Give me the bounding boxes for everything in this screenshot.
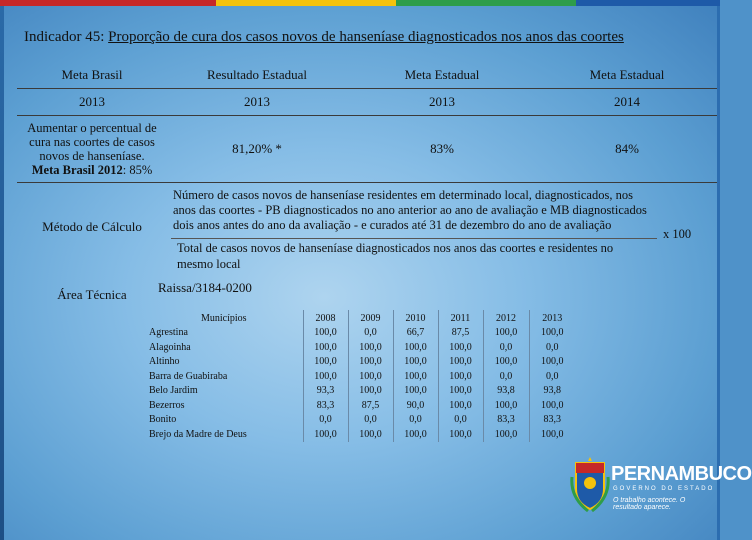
area-row: [17, 271, 717, 305]
municipio-value: 100,0: [483, 326, 529, 341]
year-cell: 2013: [17, 89, 167, 116]
logo-subtitle: GOVERNO DO ESTADO: [613, 486, 715, 492]
municipio-value: 100,0: [348, 428, 393, 443]
municipio-row: [145, 341, 575, 356]
municipio-value: 100,0: [483, 399, 529, 414]
year-cell: 2013: [167, 89, 347, 116]
municipio-value: 0,0: [483, 341, 529, 356]
municipio-value: 87,5: [348, 399, 393, 414]
area-tecnica-label: Área Técnica: [57, 287, 127, 302]
year-header: 2009: [348, 310, 393, 326]
year-row: [17, 89, 717, 116]
year-header: 2013: [529, 310, 575, 326]
municipio-row: [145, 413, 575, 428]
municipio-value: 100,0: [303, 355, 348, 370]
municipio-value: 100,0: [483, 355, 529, 370]
municipio-row: [145, 326, 575, 341]
municipio-value: 100,0: [438, 355, 483, 370]
municipio-row: [145, 428, 575, 443]
municipio-value: 100,0: [303, 326, 348, 341]
municipio-value: 0,0: [529, 341, 575, 356]
left-border-stripe: [0, 0, 4, 540]
municipio-value: 100,0: [303, 370, 348, 385]
title-underlined: Proporção de cura dos casos novos de hanseníase diagnosticados nos anos das coortes: [108, 29, 624, 45]
logo-name: PERNAMBUCO: [611, 463, 752, 485]
municipio-value: 100,0: [393, 341, 438, 356]
municipio-name: Belo Jardim: [149, 385, 198, 396]
municipio-value: 0,0: [483, 370, 529, 385]
municipio-row: [145, 355, 575, 370]
pernambuco-logo: [570, 455, 752, 527]
year-header: 2012: [483, 310, 529, 326]
municipio-value: 100,0: [529, 399, 575, 414]
municipio-name: Barra de Guabiraba: [149, 370, 228, 382]
meta-brasil-value: : 85%: [122, 163, 153, 177]
municipio-name: Bonito: [149, 414, 177, 425]
header-resultado-estadual: Resultado Estadual: [167, 62, 347, 89]
municipio-value: 100,0: [393, 355, 438, 370]
year-header: 2010: [393, 310, 438, 326]
municipio-value: 100,0: [529, 355, 575, 370]
municipio-row: [145, 399, 575, 414]
municipio-value: 0,0: [438, 413, 483, 428]
meta-brasil-cell: [17, 116, 167, 183]
municipios-header: Municípios: [200, 312, 247, 324]
formula-multiplier: x 100: [663, 227, 692, 241]
municipio-value: 100,0: [529, 326, 575, 341]
year-cell: 2013: [347, 89, 537, 116]
municipio-name: Alagoinha: [149, 341, 191, 353]
formula-denominator: Total de casos novos de hanseníase diagnosticados nos anos das coortes e residentes no mesmo local: [177, 241, 614, 271]
municipio-value: 100,0: [438, 428, 483, 443]
meta-estadual-2013-value: 83%: [347, 116, 537, 183]
municipio-value: 100,0: [348, 370, 393, 385]
header-meta-estadual-2013: Meta Estadual: [347, 62, 537, 89]
municipio-value: 100,0: [303, 341, 348, 356]
header-meta-estadual-2014: Meta Estadual: [537, 62, 717, 89]
municipio-value: 66,7: [393, 326, 438, 341]
formula-numerator: Número de casos novos de hanseníase residentes em determinado local, diagnosticados, nos anos das coortes - PB diagnosticados no ano anterior ao ano de avaliação e MB diagnosticados dois anos antes do ano da avaliação - e curados até 31 de dezembro do ano de avaliação: [173, 188, 647, 232]
values-row: [17, 116, 717, 183]
municipio-row: [145, 384, 575, 399]
municipio-value: 0,0: [348, 326, 393, 341]
right-border-stripe: [717, 0, 720, 540]
year-header: 2008: [303, 310, 348, 326]
municipio-value: 100,0: [348, 384, 393, 399]
municipio-value: 93,8: [529, 384, 575, 399]
title-prefix: Indicador 45:: [24, 29, 109, 45]
calculation-row: [17, 183, 717, 272]
municipio-name: Bezerros: [149, 399, 185, 411]
year-header: 2011: [438, 310, 483, 326]
municipio-value: 0,0: [303, 413, 348, 428]
municipio-value: 100,0: [303, 428, 348, 443]
header-meta-brasil: Meta Brasil: [17, 62, 167, 89]
municipio-value: 100,0: [438, 370, 483, 385]
municipio-value: 87,5: [438, 326, 483, 341]
year-cell: 2014: [537, 89, 717, 116]
meta-brasil-description: Aumentar o percentual de cura nas coortes de casos novos de hanseníase.: [27, 121, 157, 163]
municipio-value: 100,0: [438, 341, 483, 356]
logo-tagline: O trabalho acontece. O resultado aparece.: [613, 497, 686, 511]
calculation-formula: [167, 183, 717, 272]
resultado-estadual-value: 81,20% *: [167, 116, 347, 183]
municipios-header-row: [145, 310, 575, 326]
municipio-name: Agrestina: [149, 327, 188, 338]
municipios-table: [145, 310, 575, 442]
municipio-value: 100,0: [438, 399, 483, 414]
fraction-line: [171, 238, 657, 239]
municipio-value: 0,0: [393, 413, 438, 428]
municipio-name: Brejo da Madre de Deus: [149, 428, 247, 440]
municipio-value: 0,0: [529, 370, 575, 385]
municipio-value: 100,0: [393, 384, 438, 399]
municipio-value: 93,3: [303, 384, 348, 399]
municipio-value: 100,0: [483, 428, 529, 443]
municipio-value: 100,0: [438, 384, 483, 399]
header-row: [17, 62, 717, 89]
municipio-name: Altinho: [149, 356, 180, 367]
meta-estadual-2014-value: 84%: [537, 116, 717, 183]
municipio-row: [145, 370, 575, 385]
municipio-value: 83,3: [483, 413, 529, 428]
municipio-value: 100,0: [348, 341, 393, 356]
municipio-value: 100,0: [393, 428, 438, 443]
indicator-table: [17, 62, 717, 305]
top-color-bar: [0, 0, 720, 6]
municipio-value: 90,0: [393, 399, 438, 414]
area-tecnica-value: Raissa/3184-0200: [158, 280, 252, 295]
slide-title: [24, 29, 714, 46]
municipio-value: 100,0: [529, 428, 575, 443]
municipio-value: 100,0: [393, 370, 438, 385]
municipios-body: [145, 326, 575, 442]
municipio-value: 100,0: [348, 355, 393, 370]
municipio-value: 0,0: [348, 413, 393, 428]
meta-brasil-label: Meta Brasil 2012: [31, 163, 123, 177]
metodo-label: Método de Cálculo: [42, 219, 142, 234]
municipio-value: 83,3: [529, 413, 575, 428]
coat-of-arms-icon: [570, 457, 610, 513]
municipio-value: 93,8: [483, 384, 529, 399]
municipio-value: 83,3: [303, 399, 348, 414]
